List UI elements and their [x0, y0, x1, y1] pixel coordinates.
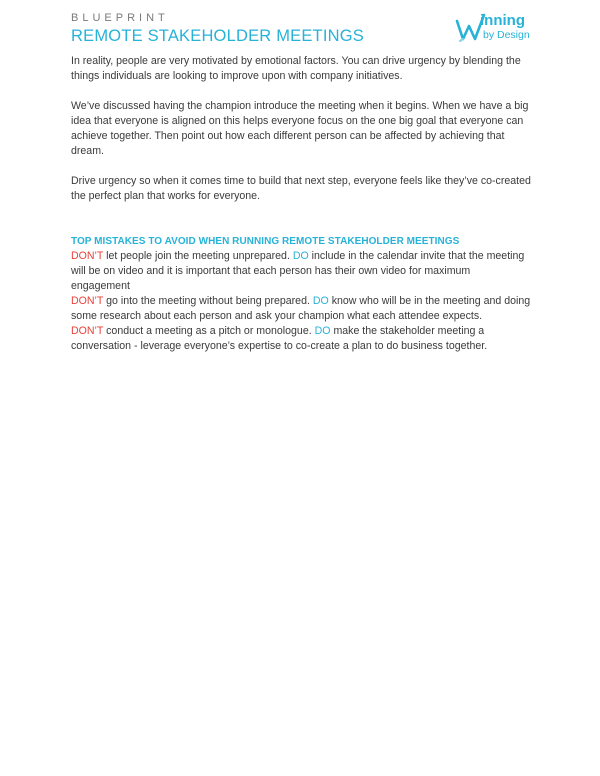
mistake-item: [71, 249, 531, 294]
do-label: DO: [292, 250, 309, 262]
logo-tagline: by Design: [483, 29, 530, 41]
dont-text: conduct a meeting as a pitch or monologue.: [103, 325, 315, 337]
mistake-item: [71, 324, 531, 354]
do-text: know who will be in the meeting and doing some research about each person and ask your champion what each attendee expects.: [71, 295, 531, 322]
dont-label: DON’T: [71, 295, 104, 307]
paragraph: We’ve discussed having the champion introduce the meeting when it begins. When we have a big idea that everyone is aligned on this helps everyone focus on the one big goal that everyone can achieve together. Then point out how each different person can be affected by achieving that dream.: [71, 100, 529, 157]
paragraph: Drive urgency so when it comes time to build that next step, everyone feels like they’ve co-created the perfect plan that works for everyone.: [71, 175, 531, 202]
dont-label: DON’T: [71, 250, 104, 262]
mistake-item: [71, 294, 531, 324]
do-label: DO: [312, 295, 329, 307]
do-text: include in the calendar invite that the meeting will be on video and it is important that each person has their own video for maximum engagement: [71, 250, 525, 292]
dont-text: let people join the meeting unprepared.: [103, 250, 293, 262]
document-body: [71, 54, 531, 354]
company-logo: [454, 10, 530, 44]
dont-text: go into the meeting without being prepared.: [103, 295, 313, 307]
do-label: DO: [314, 325, 331, 337]
eyebrow-label: BLUEPRINT: [71, 12, 169, 24]
section-heading: TOP MISTAKES TO AVOID WHEN RUNNING REMOTE STAKEHOLDER MEETINGS: [71, 236, 460, 247]
logo-wordmark: inning: [480, 12, 525, 29]
dont-label: DON’T: [71, 325, 104, 337]
do-text: make the stakeholder meeting a conversation - leverage everyone’s expertise to co-create a plan to do business together.: [71, 325, 488, 352]
paragraph: In reality, people are very motivated by emotional factors. You can drive urgency by blending the things individuals are looking to improve upon with company initiatives.: [71, 55, 521, 82]
page-title: REMOTE STAKEHOLDER MEETINGS: [71, 27, 364, 45]
